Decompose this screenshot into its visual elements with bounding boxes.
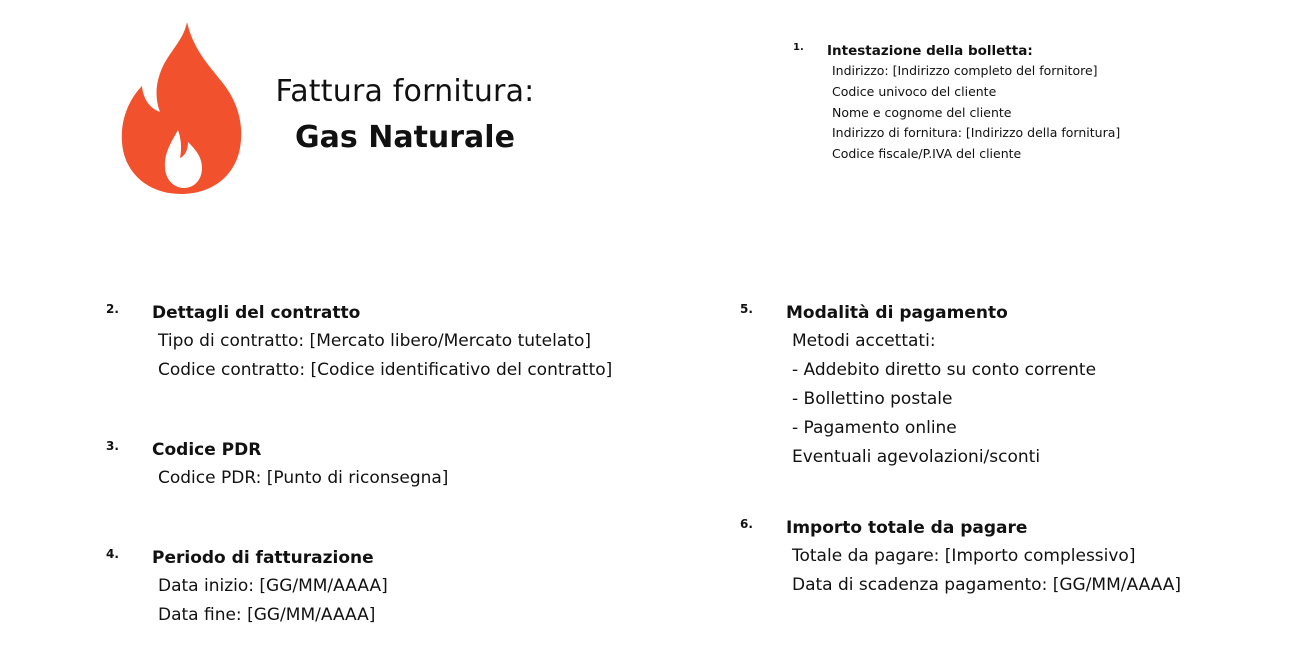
- section-line: Codice univoco del cliente: [832, 83, 997, 99]
- section-payment-methods: [740, 299, 1096, 472]
- section-title: Importo totale da pagare: [786, 518, 1028, 538]
- section-title: Intestazione della bolletta:: [827, 43, 1033, 59]
- invoice-title: [255, 74, 555, 158]
- section-title: Dettagli del contratto: [152, 303, 361, 323]
- section-body: [792, 327, 1096, 472]
- section-line: - Bollettino postale: [792, 389, 953, 409]
- section-number: 3.: [106, 439, 119, 453]
- section-line: Data fine: [GG/MM/AAAA]: [158, 605, 376, 625]
- section-billing-period: [106, 544, 388, 630]
- section-number: 4.: [106, 547, 119, 561]
- section-number: 2.: [106, 302, 119, 316]
- section-total-amount: [740, 514, 1181, 600]
- title-line-1: Fattura fornitura:: [275, 74, 535, 109]
- section-body: [792, 542, 1181, 600]
- section-body: [158, 327, 612, 385]
- section-body: [158, 464, 448, 493]
- section-line: Tipo di contratto: [Mercato libero/Mercato tutelato]: [158, 331, 591, 351]
- section-title: Modalità di pagamento: [786, 303, 1008, 323]
- section-line: - Pagamento online: [792, 418, 957, 438]
- section-line: Data di scadenza pagamento: [GG/MM/AAAA]: [792, 575, 1182, 595]
- section-pdr-code: [106, 436, 448, 493]
- section-contract-details: [106, 299, 612, 385]
- section-line: Codice contratto: [Codice identificativo del contratto]: [158, 360, 613, 380]
- section-line: Codice fiscale/P.IVA del cliente: [832, 146, 1022, 162]
- section-body: [832, 61, 1120, 165]
- section-line: - Addebito diretto su conto corrente: [792, 360, 1097, 380]
- section-bill-header: [793, 41, 1120, 165]
- section-line: Eventuali agevolazioni/sconti: [792, 447, 1041, 467]
- section-title: Periodo di fatturazione: [152, 548, 374, 568]
- section-line: Nome e cognome del cliente: [832, 104, 1012, 120]
- section-number: 1.: [793, 42, 804, 53]
- section-number: 6.: [740, 517, 753, 531]
- flame-icon: [118, 20, 244, 198]
- section-line: Codice PDR: [Punto di riconsegna]: [158, 468, 449, 488]
- section-line: Totale da pagare: [Importo complessivo]: [792, 546, 1136, 566]
- section-line: Metodi accettati:: [792, 331, 936, 351]
- section-number: 5.: [740, 302, 753, 316]
- section-line: Indirizzo di fornitura: [Indirizzo della fornitura]: [832, 125, 1121, 141]
- section-line: Data inizio: [GG/MM/AAAA]: [158, 576, 388, 596]
- section-body: [158, 572, 388, 630]
- section-line: Indirizzo: [Indirizzo completo del fornitore]: [832, 63, 1098, 78]
- section-title: Codice PDR: [152, 440, 262, 460]
- title-line-2: Gas Naturale: [295, 120, 515, 155]
